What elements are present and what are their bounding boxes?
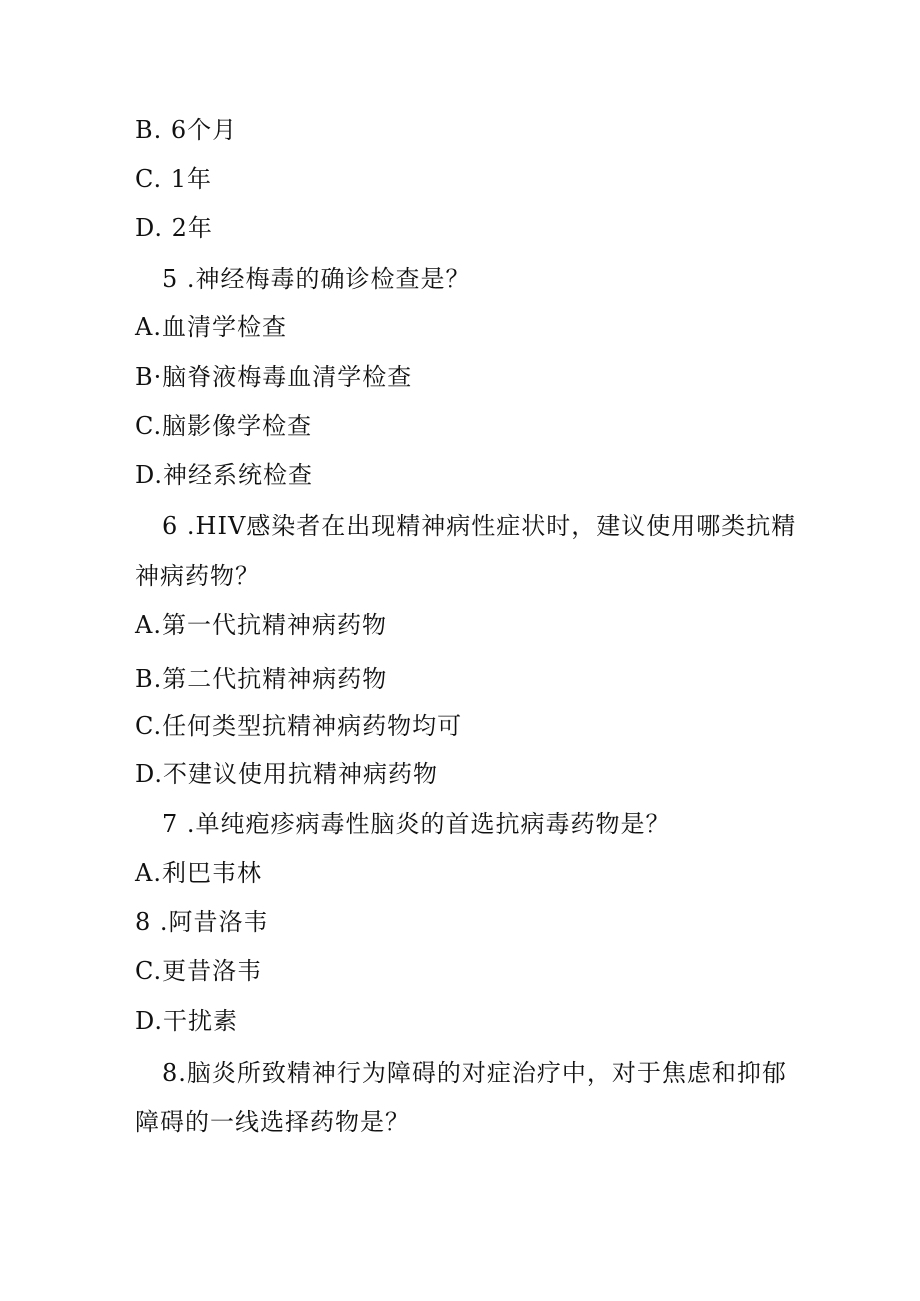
question-5-option-b: B·脑脊液梅毒血清学检查 [135,363,413,391]
question-5-option-d: D.神经系统检查 [135,461,314,489]
question-6-line-1: 6 .HIV感染者在出现精神病性症状时，建议使用哪类抗精 [162,512,797,540]
option-d-2-years: D. 2年 [135,214,213,242]
question-8-line-2: 障碍的一线选择药物是？ [135,1108,410,1136]
question-6-line-2: 神病药物？ [135,562,260,590]
question-5: 5 .神经梅毒的确诊检查是？ [162,265,471,293]
question-7-option-a: A.利巴韦林 [135,859,262,887]
question-7: 7 .单纯疱疹病毒性脑炎的首选抗病毒药物是？ [162,810,671,838]
question-8-line-1: 8.脑炎所致精神行为障碍的对症治疗中，对于焦虑和抑郁 [162,1059,787,1087]
question-5-option-c: C.脑影像学检查 [135,412,313,440]
question-7-option-c: C.更昔洛韦 [135,957,263,985]
question-6-option-a: A.第一代抗精神病药物 [135,611,387,639]
option-b-6-months: B. 6个月 [135,116,238,144]
question-6-option-d: D.不建议使用抗精神病药物 [135,760,439,788]
option-c-1-year: C. 1年 [135,165,213,193]
question-7-option-b: 8 .阿昔洛韦 [135,908,269,936]
question-7-option-d: D.干扰素 [135,1007,239,1035]
question-6-option-b: B.第二代抗精神病药物 [135,665,388,693]
question-5-option-a: A.血清学检查 [135,313,287,341]
question-6-option-c: C.任何类型抗精神病药物均可 [135,712,463,740]
